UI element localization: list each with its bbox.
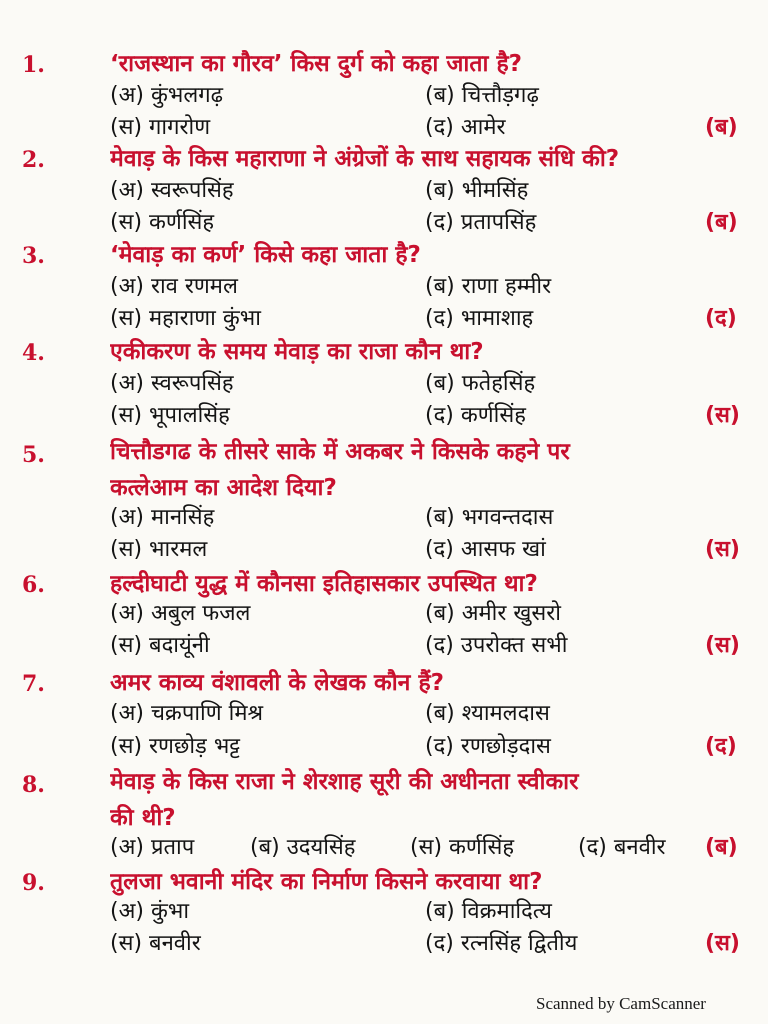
option-d: (द) प्रतापसिंह	[425, 210, 537, 235]
option-c: (स) कर्णसिंह	[410, 835, 515, 860]
question-number: 2.	[22, 147, 45, 173]
question-number: 9.	[22, 870, 45, 896]
answer-label: (ब)	[705, 115, 738, 140]
question-number: 6.	[22, 572, 45, 598]
option-c: (स) बनवीर	[110, 931, 201, 956]
option-d: (द) आमेर	[425, 115, 506, 140]
question-text: ‘मेवाड़ का कर्ण’ किसे कहा जाता है?	[110, 242, 421, 268]
option-c: (स) महाराणा कुंभा	[110, 306, 261, 331]
option-b: (ब) विक्रमादित्य	[425, 899, 552, 924]
option-d: (द) कर्णसिंह	[425, 403, 526, 428]
option-b: (ब) राणा हम्मीर	[425, 274, 552, 299]
question-number: 3.	[22, 243, 45, 269]
option-a: (अ) चक्रपाणि मिश्र	[110, 701, 264, 726]
answer-label: (द)	[705, 306, 737, 331]
option-a: (अ) स्वरूपसिंह	[110, 178, 234, 203]
answer-label: (स)	[705, 403, 740, 428]
option-b: (ब) भीमसिंह	[425, 178, 529, 203]
answer-label: (ब)	[705, 210, 738, 235]
question-text-line-1: मेवाड़ के किस राजा ने शेरशाह सूरी की अधीनता स्वीकार	[110, 769, 579, 795]
answer-label: (स)	[705, 931, 740, 956]
question-text: मेवाड़ के किस महाराणा ने अंग्रेजों के साथ सहायक संधि की?	[110, 146, 620, 172]
option-c: (स) बदायूंनी	[110, 633, 210, 658]
option-b: (ब) उदयसिंह	[250, 835, 356, 860]
option-c: (स) कर्णसिंह	[110, 210, 215, 235]
answer-label: (द)	[705, 734, 737, 759]
option-a: (अ) प्रताप	[110, 835, 195, 860]
option-a: (अ) कुंभा	[110, 899, 190, 924]
option-c: (स) गागरोण	[110, 115, 211, 140]
question-text: तुलजा भवानी मंदिर का निर्माण किसने करवाया था?	[110, 869, 543, 895]
option-d: (द) भामाशाह	[425, 306, 534, 331]
question-text: अमर काव्य वंशावली के लेखक कौन हैं?	[110, 670, 445, 696]
option-d: (द) आसफ खां	[425, 537, 546, 562]
option-a: (अ) कुंभलगढ़	[110, 83, 224, 108]
question-number: 8.	[22, 772, 45, 798]
option-b: (ब) चित्तौड़गढ़	[425, 83, 539, 108]
question-text-line-2: की थी?	[110, 805, 176, 831]
answer-label: (स)	[705, 537, 740, 562]
option-c: (स) भारमल	[110, 537, 208, 562]
option-a: (अ) स्वरूपसिंह	[110, 371, 234, 396]
option-b: (ब) श्यामलदास	[425, 701, 550, 726]
question-text-line-2: कत्लेआम का आदेश दिया?	[110, 475, 337, 501]
question-text: हल्दीघाटी युद्ध में कौनसा इतिहासकार उपस्थित था?	[110, 571, 538, 597]
option-d: (द) रत्नसिंह द्वितीय	[425, 931, 578, 956]
scanner-watermark: Scanned by CamScanner	[536, 994, 706, 1013]
question-text: ‘राजस्थान का गौरव’ किस दुर्ग को कहा जाता है?	[110, 51, 523, 77]
option-a: (अ) राव रणमल	[110, 274, 238, 299]
option-a: (अ) मानसिंह	[110, 505, 215, 530]
option-b: (ब) भगवन्तदास	[425, 505, 554, 530]
question-number: 5.	[22, 442, 45, 468]
option-c: (स) रणछोड़ भट्ट	[110, 734, 241, 759]
option-c: (स) भूपालसिंह	[110, 403, 230, 428]
question-number: 4.	[22, 340, 45, 366]
option-b: (ब) फतेहसिंह	[425, 371, 536, 396]
option-d: (द) रणछोड़दास	[425, 734, 551, 759]
answer-label: (ब)	[705, 835, 738, 860]
question-text-line-1: चित्तौडगढ के तीसरे साके में अकबर ने किसके कहने पर	[110, 439, 570, 465]
option-b: (ब) अमीर खुसरो	[425, 601, 561, 626]
option-d: (द) उपरोक्त सभी	[425, 633, 568, 658]
option-a: (अ) अबुल फजल	[110, 601, 251, 626]
question-text: एकीकरण के समय मेवाड़ का राजा कौन था?	[110, 339, 484, 365]
question-number: 7.	[22, 671, 45, 697]
question-number: 1.	[22, 52, 45, 78]
answer-label: (स)	[705, 633, 740, 658]
option-d: (द) बनवीर	[578, 835, 666, 860]
